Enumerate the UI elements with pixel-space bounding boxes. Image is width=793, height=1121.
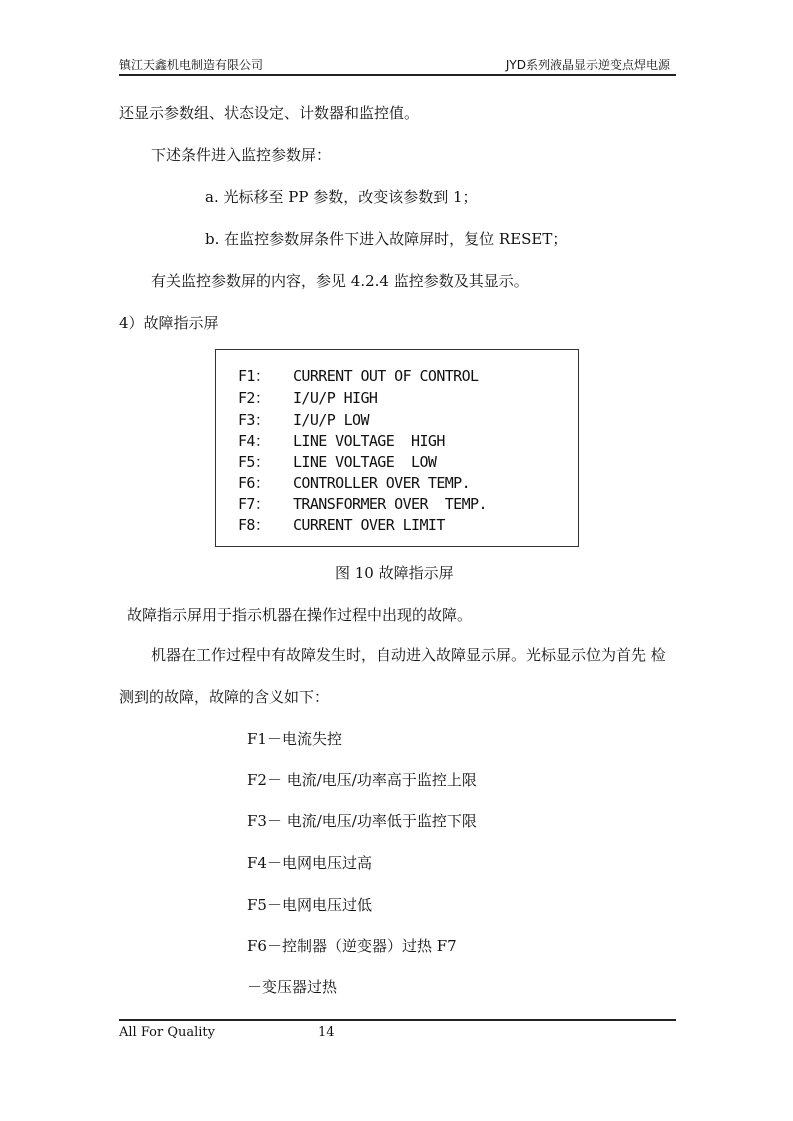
header-rule bbox=[119, 74, 676, 76]
fault-text: I/U/P HIGH bbox=[293, 389, 378, 407]
paragraph-line: 测到的故障，故障的含义如下： bbox=[119, 688, 330, 706]
header-product: JYD系列液晶显示逆变点焊电源 bbox=[505, 58, 670, 72]
meaning-f3: F3－ 电流/电压/功率低于监控下限 bbox=[247, 812, 477, 830]
meaning-f2: F2－ 电流/电压/功率高于监控上限 bbox=[247, 771, 477, 789]
fault-text: LINE VOLTAGE LOW bbox=[293, 453, 437, 471]
fault-text: I/U/P LOW bbox=[293, 411, 369, 429]
meaning-f6: F6－控制器（逆变器）过热 F7 bbox=[247, 937, 457, 955]
footer-rule bbox=[119, 1019, 676, 1021]
fault-text: CONTROLLER OVER TEMP. bbox=[293, 474, 471, 492]
fault-row-f8 bbox=[238, 514, 445, 535]
fault-code: F6： bbox=[238, 474, 270, 492]
list-item-b: b. 在监控参数屏条件下进入故障屏时，复位 RESET； bbox=[205, 230, 568, 248]
paragraph-line: 故障指示屏用于指示机器在操作过程中出现的故障。 bbox=[127, 606, 473, 624]
paragraph-line: 还显示参数组、状态设定、计数器和监控值。 bbox=[119, 104, 420, 122]
fault-code: F8： bbox=[238, 516, 270, 534]
fault-row-f5 bbox=[238, 451, 436, 472]
fault-row-f7 bbox=[238, 493, 487, 514]
paragraph-line: 机器在工作过程中有故障发生时，自动进入故障显示屏。光标显示位为首先 检 bbox=[151, 646, 666, 664]
fault-text: CURRENT OUT OF CONTROL bbox=[293, 367, 479, 385]
fault-code: F1： bbox=[238, 367, 270, 385]
fault-text: LINE VOLTAGE HIGH bbox=[293, 432, 445, 450]
fault-code: F3： bbox=[238, 411, 270, 429]
fault-row-f6 bbox=[238, 472, 470, 493]
fault-code: F4： bbox=[238, 432, 270, 450]
fault-code: F2： bbox=[238, 389, 270, 407]
section-title: 4）故障指示屏 bbox=[119, 314, 219, 332]
list-item-a: a. 光标移至 PP 参数，改变该参数到 1； bbox=[205, 188, 478, 206]
meaning-f1: F1－电流失控 bbox=[247, 730, 342, 748]
figure-caption: 图 10 故障指示屏 bbox=[335, 564, 454, 582]
fault-text: CURRENT OVER LIMIT bbox=[293, 516, 445, 534]
meaning-f5: F5－电网电压过低 bbox=[247, 896, 372, 914]
page-number: 14 bbox=[318, 1025, 335, 1040]
meaning-f7: －变压器过热 bbox=[247, 978, 338, 996]
paragraph-line: 有关监控参数屏的内容，参见 4.2.4 监控参数及其显示。 bbox=[151, 272, 529, 290]
fault-row-f2 bbox=[238, 387, 377, 408]
fault-row-f3 bbox=[238, 409, 369, 430]
meaning-f4: F4－电网电压过高 bbox=[247, 854, 372, 872]
fault-screen-box bbox=[215, 349, 579, 547]
fault-text: TRANSFORMER OVER TEMP. bbox=[293, 495, 487, 513]
paragraph-line: 下述条件进入监控参数屏： bbox=[151, 146, 332, 164]
fault-code: F7： bbox=[238, 495, 270, 513]
footer-left: All For Quality bbox=[119, 1025, 215, 1040]
fault-row-f1 bbox=[238, 365, 478, 386]
fault-row-f4 bbox=[238, 430, 445, 451]
fault-code: F5： bbox=[238, 453, 270, 471]
header-company: 镇江天鑫机电制造有限公司 bbox=[119, 58, 264, 72]
